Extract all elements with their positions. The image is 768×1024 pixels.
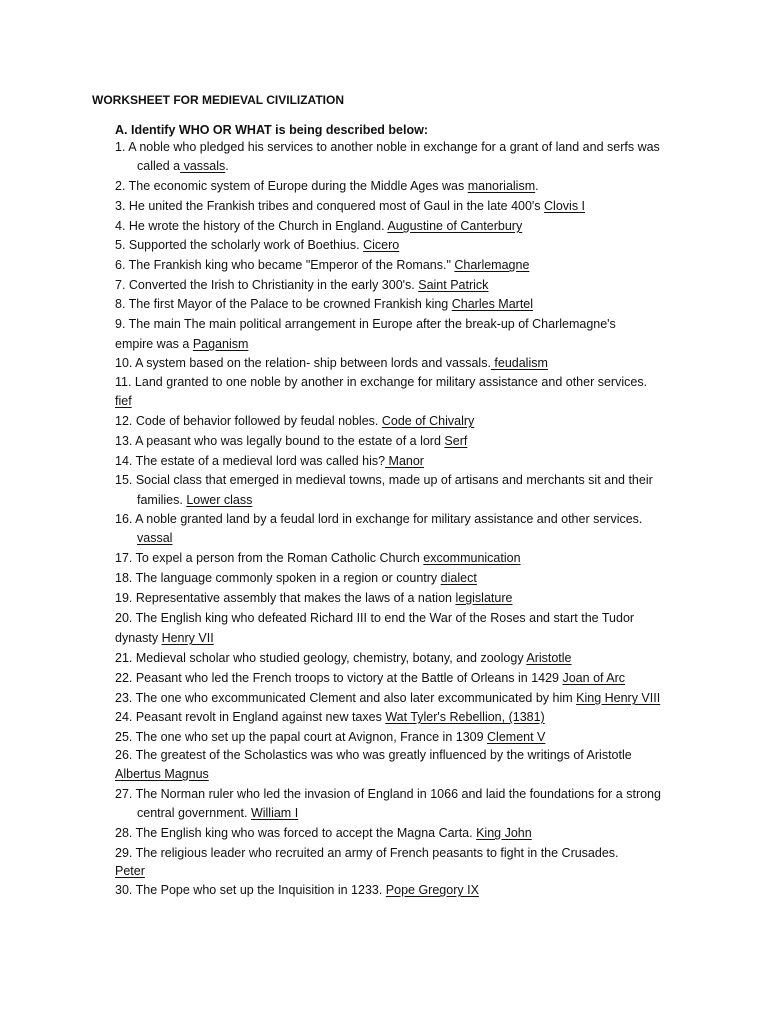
question-text: 14. The estate of a medieval lord was called his? <box>115 454 386 468</box>
answer-text: Code of Chivalry <box>381 414 475 428</box>
question-line <box>115 882 479 898</box>
question-text: 6. The Frankish king who became "Emperor of the Romans." <box>115 258 455 272</box>
question-text: 30. The Pope who set up the Inquisition in 1233. <box>115 883 386 897</box>
answer-tail: . <box>535 179 539 193</box>
answer-text: King John <box>476 826 532 840</box>
answer-text: Albertus Magnus <box>115 767 209 781</box>
question-line <box>115 729 545 745</box>
answer-text: manorialism <box>467 179 536 193</box>
question-line <box>115 374 647 390</box>
answer-text: vassal <box>137 531 173 545</box>
question-line <box>115 336 248 352</box>
answer-text: Augustine of Canterbury <box>387 219 523 233</box>
question-text: 24. Peasant revolt in England against new taxes <box>115 710 386 724</box>
question-text: 9. The main The main political arrangement in Europe after the break-up of Charlemagne's <box>115 317 616 331</box>
question-text: 8. The first Mayor of the Palace to be crowned Frankish king <box>115 297 452 311</box>
question-text: 20. The English king who defeated Richard III to end the War of the Roses and start the Tudor <box>115 611 635 625</box>
question-text: 26. The greatest of the Scholastics was who was greatly influenced by the writings of Aristotle <box>115 748 632 762</box>
question-text: 17. To expel a person from the Roman Catholic Church <box>115 551 424 565</box>
answer-text: Saint Patrick <box>418 278 489 292</box>
question-line <box>137 492 252 508</box>
question-line <box>115 413 474 429</box>
answer-text: Aristotle <box>526 651 572 665</box>
question-line <box>115 630 214 646</box>
answer-text: Clovis I <box>544 199 586 213</box>
answer-text: dialect <box>440 571 477 585</box>
question-text: 22. Peasant who led the French troops to victory at the Battle of Orleans in 1429 <box>115 671 563 685</box>
question-line <box>137 158 229 174</box>
question-line <box>115 433 467 449</box>
question-line <box>137 805 298 821</box>
answer-text: King Henry VIII <box>576 691 661 705</box>
question-line <box>115 570 477 586</box>
question-line <box>115 453 424 469</box>
answer-text: Lower class <box>186 493 253 507</box>
question-line <box>115 316 616 332</box>
question-line <box>115 550 521 566</box>
question-text: 28. The English king who was forced to accept the Magna Carta. <box>115 826 477 840</box>
question-line <box>115 825 532 841</box>
question-line <box>115 709 545 725</box>
question-line <box>115 393 132 409</box>
answer-text: Charlemagne <box>454 258 530 272</box>
question-line <box>115 610 634 626</box>
question-line <box>115 863 145 879</box>
answer-text: Henry VII <box>161 631 214 645</box>
question-text: 10. A system based on the relation- ship between lords and vassals. <box>115 356 491 370</box>
question-text: 23. The one who excommunicated Clement and also later excommunicated by him <box>115 691 577 705</box>
question-text: 7. Converted the Irish to Christianity in the early 300's. <box>115 278 419 292</box>
question-text: 11. Land granted to one noble by another in exchange for military assistance and other services. <box>115 375 648 389</box>
question-text: 12. Code of behavior followed by feudal nobles. <box>115 414 382 428</box>
answer-text: Serf <box>444 434 468 448</box>
question-text: dynasty <box>115 631 162 645</box>
question-line <box>115 296 533 312</box>
question-text: 18. The language commonly spoken in a region or country <box>115 571 441 585</box>
question-text: 3. He united the Frankish tribes and conquered most of Gaul in the late 400's <box>115 199 545 213</box>
question-text: central government. <box>137 806 251 820</box>
question-line <box>115 766 209 782</box>
question-line <box>115 786 661 802</box>
question-line <box>115 178 539 194</box>
question-line <box>115 198 585 214</box>
question-text: 21. Medieval scholar who studied geology, chemistry, botany, and zoology <box>115 651 527 665</box>
question-line <box>115 218 522 234</box>
question-text: empire was a <box>115 337 193 351</box>
question-line <box>115 590 512 606</box>
answer-text: Paganism <box>192 337 249 351</box>
question-line <box>115 355 548 371</box>
worksheet-title: WORKSHEET FOR MEDIEVAL CIVILIZATION <box>92 93 344 107</box>
answer-text: Manor <box>385 454 424 468</box>
question-text: 25. The one who set up the papal court at Avignon, France in 1309 <box>115 730 488 744</box>
question-line <box>115 690 660 706</box>
question-line <box>115 845 619 861</box>
answer-text: excommunication <box>423 551 521 565</box>
question-line <box>115 277 488 293</box>
answer-text: Joan of Arc <box>562 671 626 685</box>
question-text: called a <box>137 159 181 173</box>
answer-text: Charles Martel <box>451 297 534 311</box>
section-heading: A. Identify WHO OR WHAT is being described below: <box>115 123 428 137</box>
question-text: 27. The Norman ruler who led the invasion of England in 1066 and laid the foundations for a strong <box>115 787 661 801</box>
question-text: 16. A noble granted land by a feudal lord in exchange for military assistance and other services. <box>115 512 643 526</box>
question-text: 2. The economic system of Europe during the Middle Ages was <box>115 179 468 193</box>
answer-text: feudalism <box>490 356 548 370</box>
question-line <box>115 237 399 253</box>
question-text: 4. He wrote the history of the Church in England. <box>115 219 388 233</box>
answer-text: Wat Tyler's Rebellion, (1381) <box>385 710 545 724</box>
question-line <box>115 747 632 763</box>
question-text: 15. Social class that emerged in medieval towns, made up of artisans and merchants sit and their <box>115 473 653 487</box>
question-text: 19. Representative assembly that makes the laws of a nation <box>115 591 456 605</box>
question-line <box>137 530 172 546</box>
question-text: 1. A noble who pledged his services to another noble in exchange for a grant of land and serfs was <box>115 140 660 154</box>
question-line <box>115 670 625 686</box>
question-text: families. <box>137 493 187 507</box>
answer-text: fief <box>115 394 132 408</box>
question-line <box>115 139 660 155</box>
question-line <box>115 650 572 666</box>
answer-text: vassals <box>180 159 226 173</box>
answer-text: legislature <box>455 591 513 605</box>
question-text: 13. A peasant who was legally bound to the estate of a lord <box>115 434 445 448</box>
question-line <box>115 511 642 527</box>
answer-text: Pope Gregory IX <box>385 883 479 897</box>
answer-text: Peter <box>115 864 145 878</box>
question-line <box>115 257 529 273</box>
question-text: 5. Supported the scholarly work of Boethius. <box>115 238 364 252</box>
answer-text: Cicero <box>363 238 400 252</box>
question-line <box>115 472 653 488</box>
question-text: 29. The religious leader who recruited an army of French peasants to fight in the Crusades. <box>115 846 619 860</box>
answer-tail: . <box>225 159 229 173</box>
answer-text: Clement V <box>487 730 546 744</box>
answer-text: William I <box>250 806 299 820</box>
